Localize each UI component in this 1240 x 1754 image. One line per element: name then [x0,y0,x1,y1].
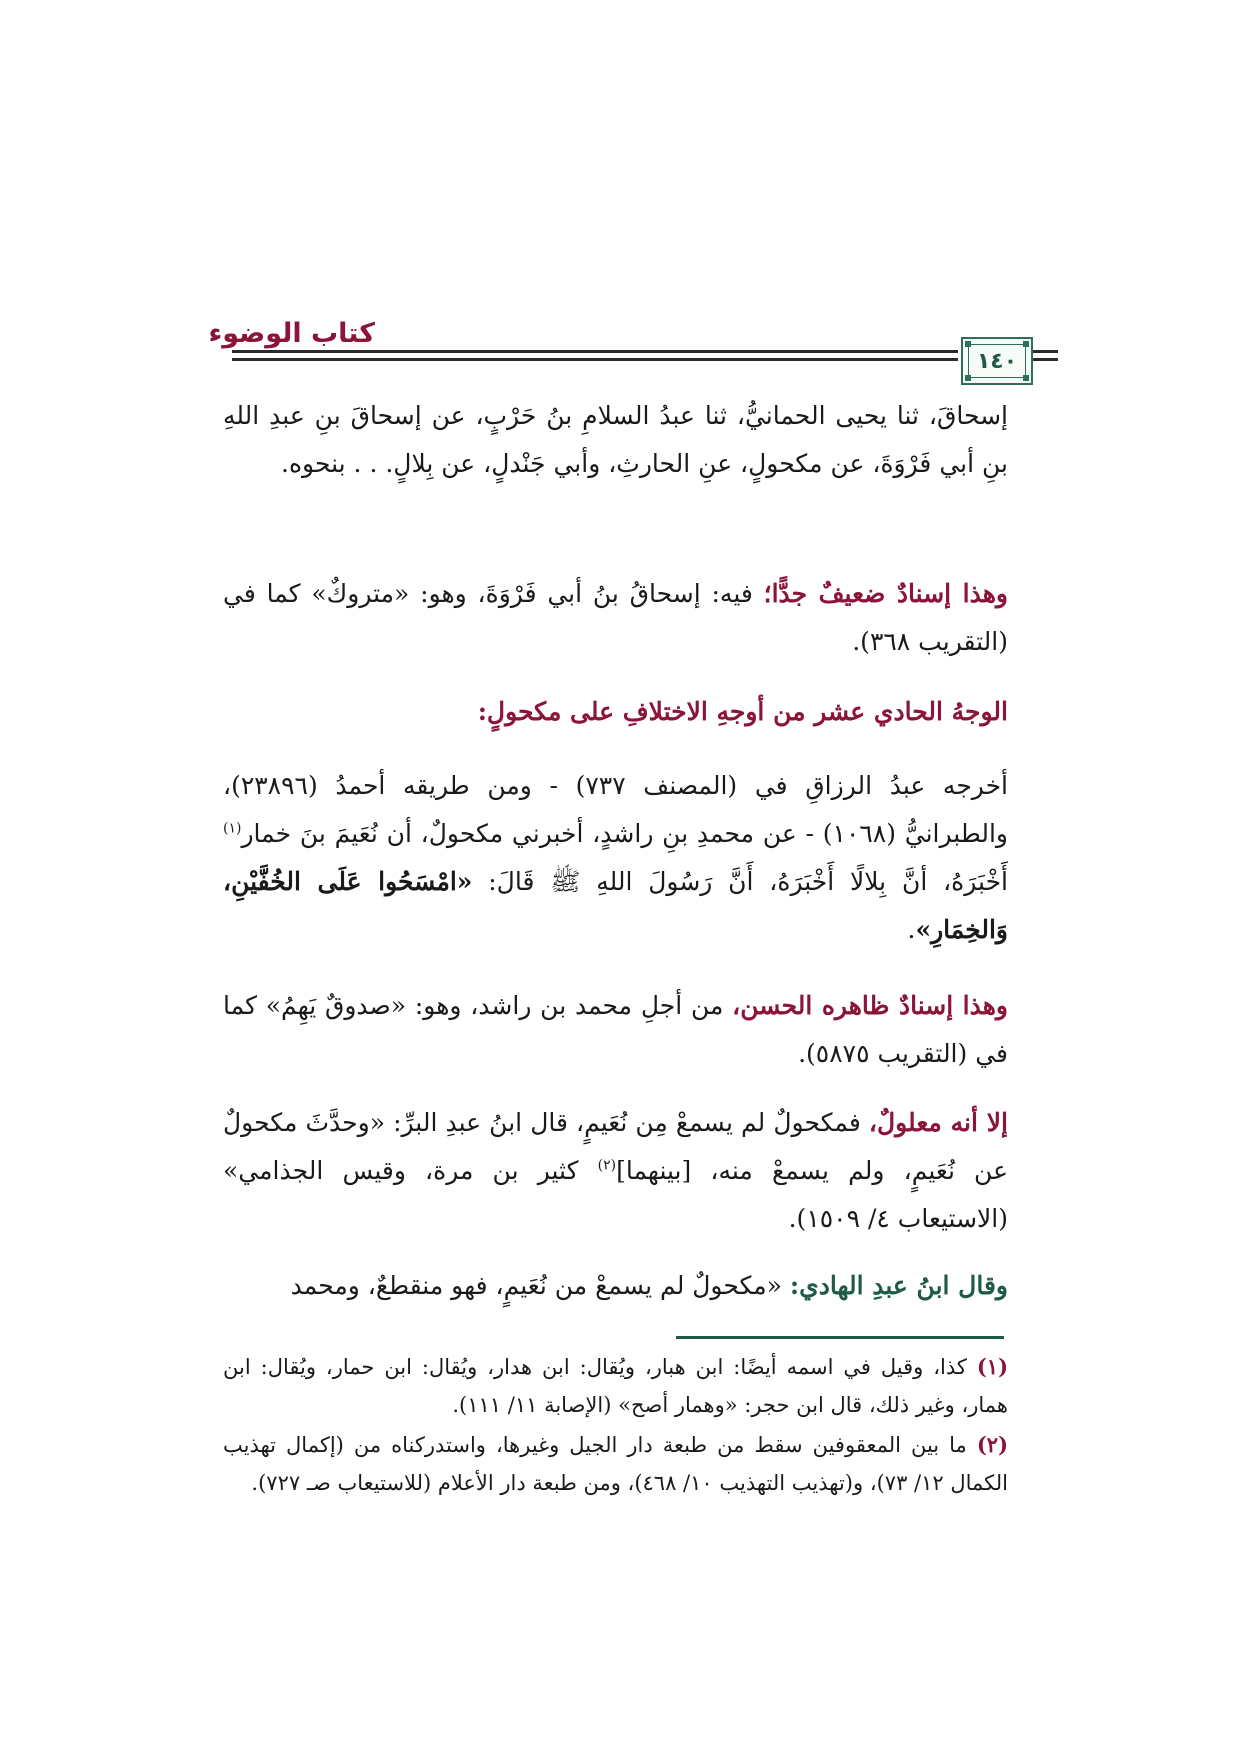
frame-ornament [965,341,971,347]
hadith-text: «امْسَحُوا عَلَى الخُفَّيْنِ، وَالخِمَارِ» [223,867,1008,944]
header-rule-top [232,350,958,353]
footnote-ref-2[interactable]: (٢) [597,1157,617,1174]
page-number: ١٤٠ [968,344,1026,378]
paragraph-hasan-chain [223,982,1008,1078]
header-rule-bottom [232,358,958,361]
paragraph-text: أَخْبَرَهُ، أنَّ بِلالًا أَخْبَرَهُ، أَنَّ رَسُولَ اللهِ ﷺ قَالَ: [472,867,1008,896]
paragraph-text: كثير بن مرة، وقيس الجذامي» (الاستيعاب ٤/ ١٥٠٩). [223,1156,1008,1233]
header-rule-left-bottom [1033,358,1058,361]
chapter-title: كتاب الوضوء [208,318,375,349]
paragraph-ibn-abdulhadi [223,1262,1008,1310]
section-heading [223,688,1008,736]
paragraph-text: فمكحولٌ لم يسمعْ مِن نُعَيمٍ، قال ابنُ عبدِ البرِّ: «وحدَّثَ مكحولٌ عن نُعَيمٍ، ولم يسمعْ منه، [بينهما] [223,1108,1009,1185]
ruling-label: إلا أنه معلولٌ، [868,1108,1008,1137]
scholar-label: وقال ابنُ عبدِ الهادي: [789,1271,1008,1300]
paragraph-text: إسحاقَ، ثنا يحيى الحمانيُّ، ثنا عبدُ السلامِ بنُ حَرْبٍ، عن إسحاقَ بنِ عبدِ اللهِ بنِ أبي فَرْوَةَ، عن مكحولٍ، عنِ الحارثِ، وأبي جَنْدلٍ، عن بِلالٍ. . . بنحوه. [223,401,1008,478]
frame-ornament [1023,375,1029,381]
paragraph-weak-chain [223,570,1008,666]
paragraph-text: أخرجه عبدُ الرزاقِ في (المصنف ٧٣٧) - ومن طريقه أحمدُ (٢٣٨٩٦)، والطبرانيُّ (١٠٦٨) - عن محمدِ بنِ راشدٍ، أخبرني مكحولٌ، أن نُعَيمَ بنَ خمار [223,771,1008,848]
ruling-label: وهذا إسنادٌ ضعيفٌ جدًّا؛ [763,579,1008,608]
frame-ornament [1023,341,1029,347]
heading-text: الوجهُ الحادي عشر من أوجهِ الاختلافِ على مكحولٍ: [477,697,1008,726]
footnote-separator [676,1336,1004,1339]
paragraph-defect [223,1099,1008,1243]
frame-ornament [965,375,971,381]
page-number-frame [961,337,1033,385]
footnote-2 [223,1426,1008,1502]
paragraph-text: «مكحولٌ لم يسمعْ من نُعَيمٍ، فهو منقطعٌ، ومحمد [290,1271,790,1300]
footnote-number: (١) [976,1354,1008,1379]
paragraph-isnad-continuation [223,392,1008,488]
paragraph-text: من أجلِ محمد بن راشد، وهو: «صدوقٌ يَهِمُ» كما في (التقريب ٥٨٧٥). [223,991,1008,1068]
paragraph-text: فيه: إسحاقُ بنُ أبي فَرْوَةَ، وهو: «متروكٌ» كما في (التقريب ٣٦٨). [223,579,1008,656]
footnote-1 [223,1348,1008,1424]
ruling-label: وهذا إسنادٌ ظاهره الحسن، [732,991,1008,1020]
header-rule-left-top [1033,350,1058,353]
paragraph-takhrij [223,762,1008,954]
footnote-text: كذا، وقيل في اسمه أيضًا: ابن هبار، ويُقال: ابن هدار، ويُقال: ابن حمار، ويُقال: ابن همار، وغير ذلك، قال ابن حجر: «وهمار أصح» (الإصابة ١١/ ١١١). [223,1355,1008,1417]
footnote-ref-1[interactable]: (١) [223,820,242,837]
footnote-number: (٢) [976,1432,1008,1457]
paragraph-text: . [907,915,916,944]
footnote-text: ما بين المعقوفين سقط من طبعة دار الجيل وغيرها، واستدركناه من (إكمال تهذيب الكمال ١٢/ ٧٣)، و(تهذيب التهذيب ١٠/ ٤٦٨)، ومن طبعة دار الأعلام (للاستيعاب صـ ٧٢٧). [223,1433,1008,1495]
